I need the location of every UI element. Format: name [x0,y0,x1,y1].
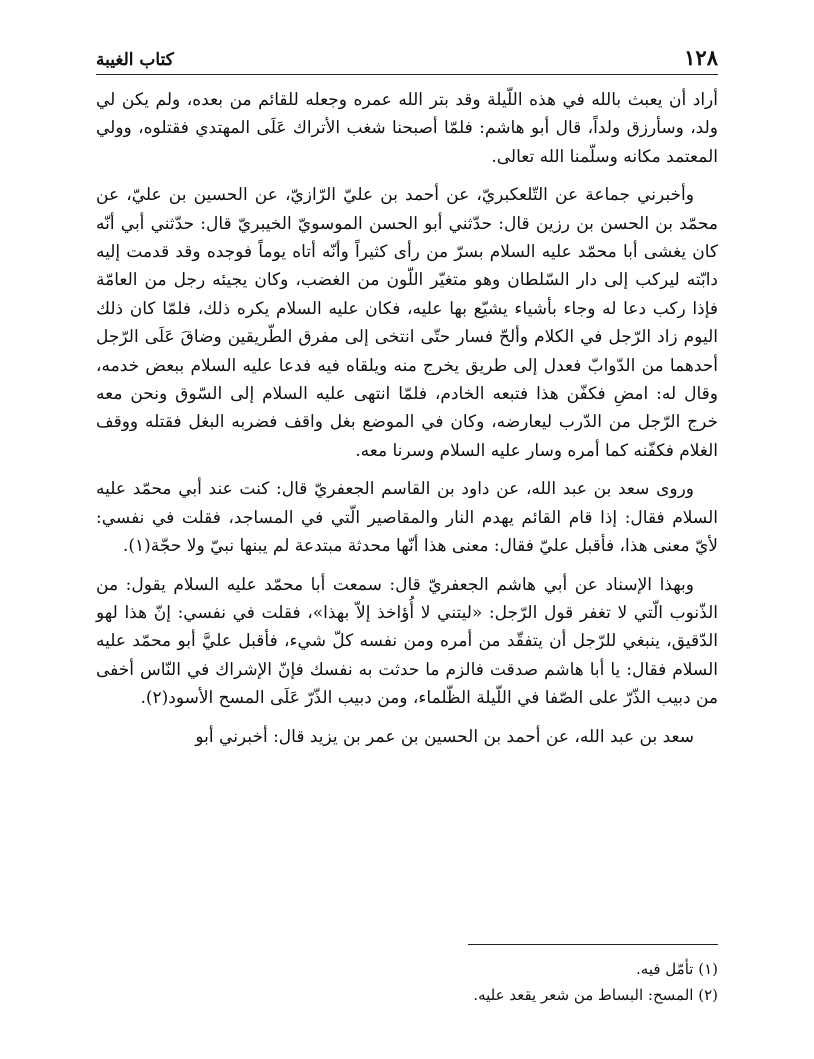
footnotes [96,956,718,1008]
book-title: كتاب الغيبة [96,50,174,70]
page-header [96,30,718,75]
page-number: ١٢٨ [684,45,718,70]
footnote-divider [468,944,718,945]
paragraph: سعد بن عبد الله، عن أحمد بن الحسين بن عمر بن يزيد قال: أخبرني أبو [195,726,694,747]
paragraph: وبهذا الإسناد عن أبي هاشم الجعفريّ قال: سمعت أبا محمّد عليه السلام يقول: من الذّنوب الّتي لا تغفر قول الرّجل: «ليتني لا أُؤاخذ إلاّ بهذا»، فقلت في نفسي: إنّ هذا لهو الدّقيق، ينبغي للرّجل أن يتفقّد من أمره ومن نفسه كلّ شيء، فأقبل عليَّ أبو محمّد عليه السلام فقال: يا أبا هاشم صدقت فالزم ما حدثت به نفسك فإنّ الإشراك في النّاس أخفى من دبيب الذّرّ على الصّفا في اللّيلة الظّلماء، ومن دبيب الذّرّ عَلَى المسح الأسود(٢). [96,574,718,709]
footnote: (١) تأمّل فيه. [636,960,718,978]
paragraph: أراد أن يعبث بالله في هذه اللّيلة وقد بتر الله عمره وجعله للقائم من بعده، ولم يكن لي ولد، وسأرزق ولداً، قال أبو هاشم: فلمّا أصبحنا شغب الأتراك عَلَى المهتدي فقتلوه، وولي المعتمد مكانه وسلّمنا الله تعالى. [96,90,718,167]
paragraph: وروى سعد بن عبد الله، عن داود بن القاسم الجعفريّ قال: كنت عند أبي محمّد عليه السلام فقال: إذا قام القائم يهدم النار والمقاصير الّتي في المساجد، فقلت في نفسي: لأيّ معنى هذا، فأقبل عليّ فقال: معنى هذا أنّها محدثة مبتدعة لم يبنها نبيّ ولا حجّة(١). [96,479,718,557]
footnote: (٢) المسح: البساط من شعر يقعد عليه. [473,986,718,1004]
main-text [96,86,718,761]
paragraph: وأخبرني جماعة عن التّلعكبريّ، عن أحمد بن عليّ الرّازيّ، عن الحسين بن عليّ، عن محمّد بن الحسن بن رزين قال: حدّثني أبو الحسن الموسويّ الخيبريّ قال: حدّثني أبي أنّه كان يغشى أبا محمّد عليه السلام بسرّ من رأى كثيراً وأنّه أتاه يوماً فوجده وقد قدمت إليه دابّته ليركب إلى دار السّلطان وهو متغيّر اللّون من الغضب، وكان يجيئه رجل من العامّة فإذا ركب دعا له وجاء بأشياء يشيّع بها عليه، فكان عليه السلام يكره ذلك، فلمّا كان ذلك اليوم زاد الرّجل في الكلام وألحّ فسار حتّى انتخى إلى مفرق الطّريقين وضاقَ عَلَى الرّجل أحدهما من الدّوابّ فعدل إلى طريق يخرج منه ويلقاه فيه فدعا عليه السلام ببعض خدمه، وقال له: امضِ فكفّن هذا فتبعه الخادم، فلمّا انتهى عليه السلام إلى السّوق ونحن معه خرج الرّجل من الدّرب ليعارضه، وكان في الموضع بغل واقف فضربه البغل فقتله ووقف الغلام فكفّنه كما أمره وسار عليه السلام وسرنا معه. [96,185,718,461]
